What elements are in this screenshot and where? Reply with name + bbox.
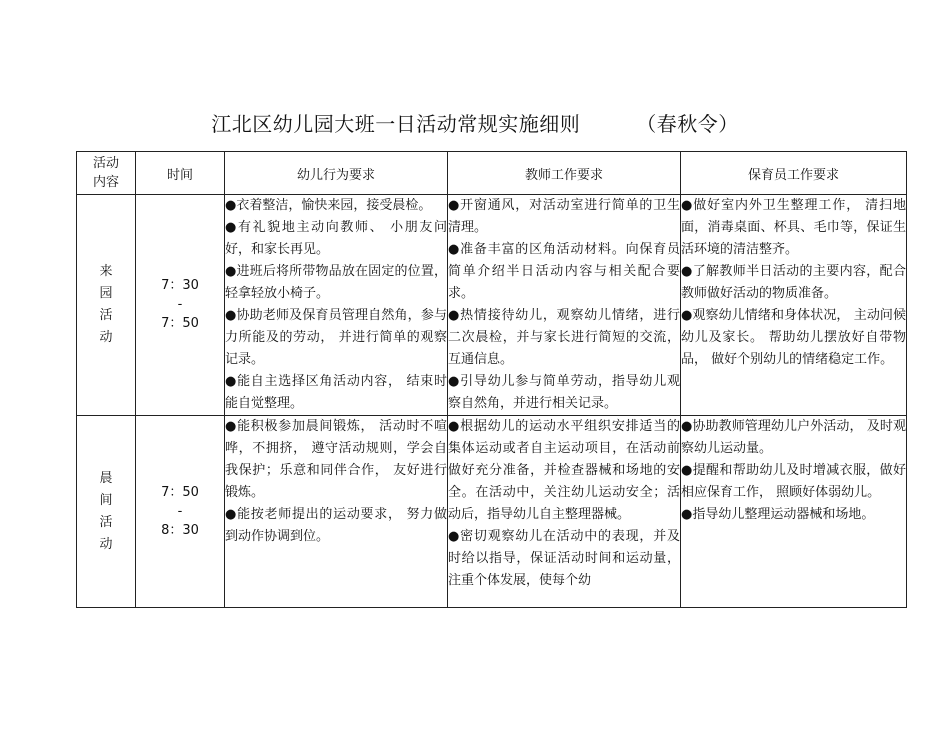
list-item: ●提醒和帮助幼儿及时增减衣服，做好相应保育工作， 照顾好体弱幼儿。 (681, 463, 906, 500)
list-item: ●根据幼儿的运动水平组织安排适当的集体运动或者自主运动项目，在活动前做好充分准备，并检查器械和场地的安全。在活动中，关注幼儿运动安全；活动后，指导幼儿自主整理器械。 (448, 419, 680, 522)
time-separator: - (177, 503, 183, 519)
list-item: ●指导幼儿整理运动器械和场地。 (681, 507, 875, 522)
list-item: ●热情接待幼儿，观察幼儿情绪，进行二次晨检，并与家长进行简短的交流，互通信息。 (448, 308, 680, 367)
time-cell (136, 195, 225, 416)
header-staff: 保育员工作要求 (681, 152, 907, 195)
table-row (77, 416, 907, 608)
category-char: 园 (99, 286, 113, 301)
category-char: 活 (99, 514, 113, 530)
teacher-requirements-cell (448, 195, 681, 416)
list-item: ●做好室内外卫生整理工作， 清扫地面，消毒桌面、杯具、毛巾等，保证生活环境的清洁整齐。 (681, 198, 906, 257)
time-end: 8：30 (161, 522, 199, 538)
category-char: 晨 (99, 470, 113, 486)
child-requirements-cell (225, 195, 448, 416)
header-teacher: 教师工作要求 (448, 152, 681, 195)
document-title (0, 108, 950, 137)
header-time: 时间 (136, 152, 225, 195)
staff-requirements-cell (681, 195, 907, 416)
list-item: ●协助老师及保育员管理自然角，参与力所能及的劳动， 并进行简单的观察记录。 (225, 308, 447, 367)
category-char: 间 (99, 492, 113, 508)
category-char: 动 (99, 330, 113, 345)
child-requirements-cell (225, 416, 448, 608)
list-item: ●开窗通风，对活动室进行简单的卫生清理。 (448, 198, 680, 235)
header-child: 幼儿行为要求 (225, 152, 448, 195)
category-char: 动 (99, 536, 113, 552)
list-item: ●引导幼儿参与简单劳动，指导幼儿观察自然角，并进行相关记录。 (448, 374, 680, 411)
category-cell (77, 416, 136, 608)
category-char: 活 (99, 308, 113, 323)
time-start: 7：30 (161, 278, 199, 293)
category-char: 来 (99, 264, 113, 279)
header-category (77, 152, 136, 195)
list-item: ●准备丰富的区角活动材料。向保育员简单介绍半日活动内容与相关配合要求。 (448, 242, 680, 301)
list-item: ●能按老师提出的运动要求， 努力做到动作协调到位。 (225, 507, 447, 544)
time-start: 7：50 (161, 484, 199, 500)
list-item: ●密切观察幼儿在活动中的表现，并及时给以指导，保证活动时间和运动量，注重个体发展，使每个幼 (448, 529, 680, 588)
list-item: ●协助教师管理幼儿户外活动， 及时观察幼儿运动量。 (681, 419, 906, 456)
teacher-requirements-cell (448, 416, 681, 608)
category-cell (77, 195, 136, 416)
list-item: ●进班后将所带物品放在固定的位置，轻拿轻放小椅子。 (225, 264, 447, 301)
time-separator: - (177, 297, 183, 312)
title-text: 江北区幼儿园大班一日活动常规实施细则 (211, 112, 581, 136)
table-row (77, 195, 907, 416)
time-cell (136, 416, 225, 608)
table-header-row (77, 152, 907, 195)
list-item: ●有礼貌地主动向教师、 小朋友问好，和家长再见。 (225, 220, 447, 257)
header-category-line1: 活动 (92, 156, 119, 171)
title-season: （春秋令） (636, 112, 739, 136)
list-item: ●观察幼儿情绪和身体状况， 主动问候幼儿及家长。 帮助幼儿摆放好自带物品， 做好个别幼儿的情绪稳定工作。 (681, 308, 906, 367)
list-item: ●衣着整洁，愉快来园，接受晨检。 (225, 198, 432, 213)
list-item: ●了解教师半日活动的主要内容，配合教师做好活动的物质准备。 (681, 264, 906, 301)
time-end: 7：50 (161, 316, 199, 331)
schedule-table (76, 151, 907, 608)
list-item: ●能自主选择区角活动内容， 结束时能自觉整理。 (225, 374, 447, 411)
staff-requirements-cell (681, 416, 907, 608)
list-item: ●能积极参加晨间锻炼， 活动时不喧哗，不拥挤， 遵守活动规则，学会自我保护；乐意和同伴合作， 友好进行锻炼。 (225, 419, 447, 500)
header-category-line2: 内容 (92, 175, 119, 190)
